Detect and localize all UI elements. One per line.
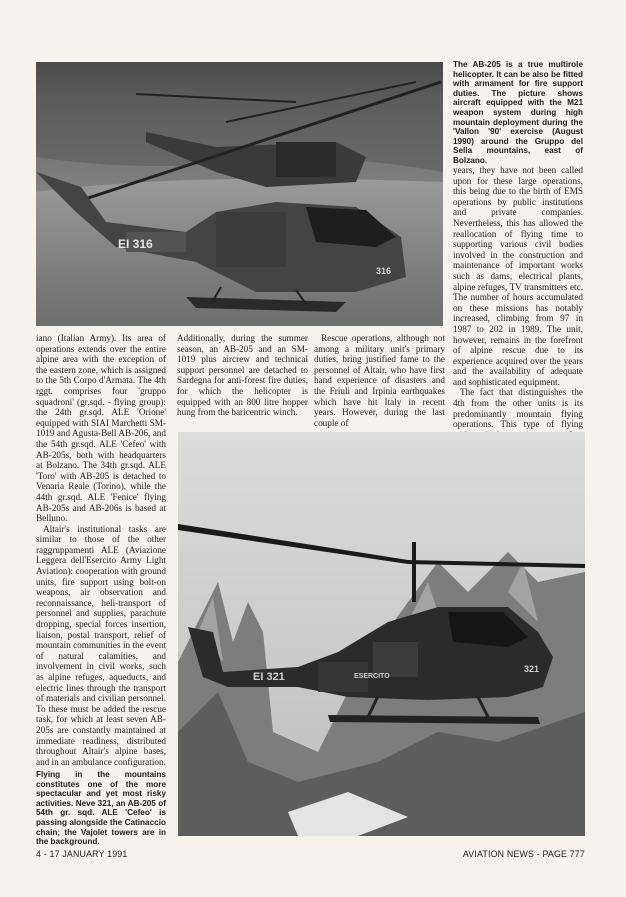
bottom-tail-code: EI 321 — [253, 671, 285, 683]
column-3-paragraph: Rescue operations, although not among a military unit's primary duties, bring justified fame to the personnel of Altair, who have first hand experience of disasters and the Friuli and Irpinia earthquakes which have hit Italy in recent years. However, during the last couple of — [314, 333, 445, 428]
column-1-text — [36, 333, 166, 768]
top-tail-code: EI 316 — [118, 237, 153, 251]
column-1-paragraph-1: iano (Italian Army). Its area of operations extends over the entire alpine area with the exception of the eastern zone, which is assigned to the 5th Corpo d'Armata. The 4th rggt. comprises four 'gruppo squadroni' (gr.sqd. - flying group): the 24th gr.sqd. ALE 'Orione' equipped with SIAI Marchetti SM-1019 and Agusta-Bell AB-206, and the 54th gr.sqd. ALE 'Cefeo' with AB-205s, both with headquarters at Bolzano. The 34th gr.sqd. ALE 'Toro' with AB-205 is detached to Venaria Reale (Torino), while the 44th gr.sqd. ALE 'Fenice' flying AB-205s and AB-206s is based at Belluno. — [36, 333, 166, 524]
column-2-text — [177, 333, 308, 425]
bottom-nose-number: 321 — [524, 664, 540, 674]
footer-date: 4 - 17 JANUARY 1991 — [36, 849, 128, 859]
bottom-photo-caption: Flying in the mountains constitutes one of the more spectacular and yet most risky activities. Neve 321, an AB-205 of 54th gr. sqd. ALE 'Cefeo' is passing alongside the Catinaccio chain; the Vajolet towers are in the background. — [36, 770, 166, 847]
column-3-text — [314, 333, 445, 428]
top-helicopter-photo — [36, 62, 443, 326]
right-column-paragraph-1: years, they have not been called upon for these large operations, this being due to the birth of EMS operations by public institutions and private companies. Nevertheless, this has allowed the reallocation of flying time to supporting various civil bodies involved in the construction and maintenance of important works such as dams, electrical plants, alpine refuges, TV transmitters etc. The number of hours accumulated on these missions has notably increased, climbing from 97 in 1987 to 202 in 1989. The unit, however, remains in the forefront of alpine rescue due to its experience acquired over the years and the availability of adequate and sophisticated equipment. — [453, 165, 583, 387]
bottom-helicopter-photo — [178, 432, 585, 836]
bottom-door-text: ESERCITO — [354, 673, 390, 680]
right-column-top-text — [453, 165, 583, 430]
top-nose-number: 316 — [376, 266, 392, 276]
footer-page-number: AVIATION NEWS - PAGE 777 — [462, 849, 585, 859]
top-photo-caption: The AB-205 is a true multirole helicopter. It can be also be fitted with armament for fire support duties. The picture shows aircraft equipped with the M21 weapon system during high mountain deployment during the 'Vallon '90' exercise (August 1990) around the Gruppo del Sella mountains, east of Bolzano. — [453, 60, 583, 165]
column-1-paragraph-2: Altair's institutional tasks are similar to those of the other raggruppamenti ALE (Aviazione Leggera dell'Esercito Army Light Aviation): cooperation with ground units, fire support using bolt-on weapons, air observation and reconnaissance, heli-transport of personnel and supplies, parachute dropping, special forces insertion, liaison, postal transport, relief of mountain communities in the event of natural calamities, and involvement in civil works, such as alpine refuges, aqueducts, and electric lines through the transport of materials and civilian personnel. To these must be added the rescue task, for which at least seven AB-205s are constantly maintained at immediate readiness, distributed throughout Altair's alpine bases, and in an ambulance configuration. — [36, 523, 166, 767]
column-2-paragraph: Additionally, during the summer season, an AB-205 and an SM-1019 plus aircrew and technical support personnel are detached to Sardegna for anti-forest fire duties, for which the helicopter is equipped with an 800 litre hopper hung from the baricentric winch. — [177, 333, 308, 418]
right-column-paragraph-2: The fact that distinguishes the 4th from the other units is its predominantly mountain flying operations. This type of flying — [453, 387, 583, 430]
